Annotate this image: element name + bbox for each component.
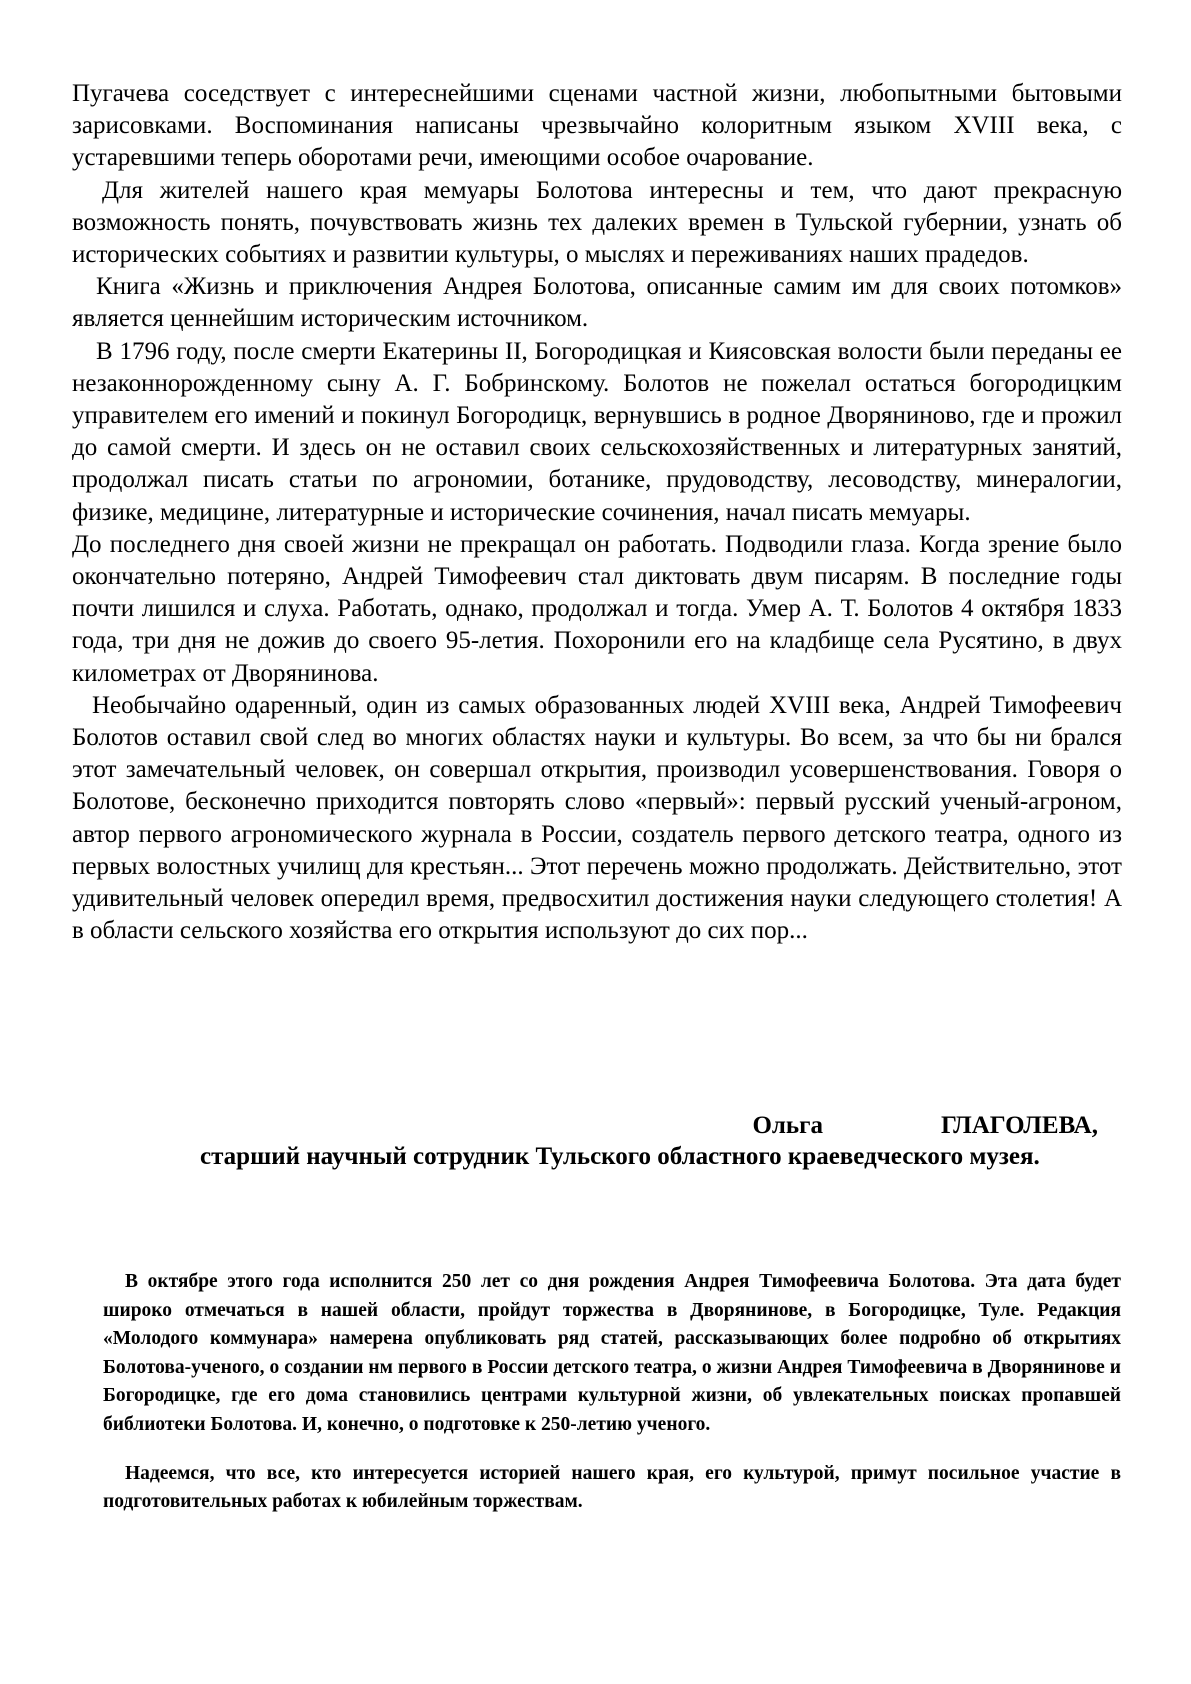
article-body — [72, 78, 1122, 947]
article-paragraph-4: В 1796 году, после смерти Екатерины II, Богородицкая и Киясовская волости были переданы ее незаконнорожденному сыну А. Г. Бобринскому. Болотов не пожелал остаться богородицким управителем его имений и покинул Богородицк, вернувшись в родное Дворяниново, где и прожил до самой смерти. И здесь он не оставил своих сельскохозяйственных и литературных занятий, продолжал писать статьи по агрономии, ботанике, прудоводству, лесоводству, минералогии, физике, медицине, литературные и исторические сочинения, начал писать мемуары. — [72, 337, 1122, 526]
article-paragraph-3: Книга «Жизнь и приключения Андрея Болотова, описанные самим им для своих потомков» является ценнейшим историческим источником. — [72, 273, 1122, 333]
author-last-name: ГЛАГОЛЕВА, — [940, 1112, 1098, 1139]
article-paragraph-6: Необычайно одаренный, один из самых образованных людей XVIII века, Андрей Тимофеевич Болотов оставил свой след во многих областях науки и культуры. Во всем, за что бы ни брался этот замечательный человек, он совершал открытия, производил усовершенствования. Говоря о Болотове, бесконечно приходится повторять слово «первый»: первый русский ученый-агроном, автор первого агрономического журнала в России, создатель первого детского театра, одного из первых волостных училищ для крестьян... Этот перечень можно продолжать. Действительно, этот удивительный человек опередил время, предвосхитил достижения науки следующего столетия! А в области сельского хозяйства его открытия используют до сих пор... — [72, 691, 1122, 945]
article-paragraph-5: До последнего дня своей жизни не прекращал он работать. Подводили глаза. Когда зрение было окончательно потеряно, Андрей Тимофеевич стал диктовать двум писарям. В последние годы почти лишился и слуха. Работать, однако, продолжал и тогда. Умер А. Т. Болотов 4 октября 1833 года, три дня не дожив до своего 95-летия. Похоронили его на кладбище села Русятино, в двух километрах от Дворянинова. — [72, 530, 1122, 687]
author-first-name: Ольга — [752, 1112, 823, 1139]
editorial-notice — [103, 1268, 1121, 1517]
article-text — [72, 78, 1122, 947]
author-name — [200, 1110, 1098, 1141]
article-paragraph-1: Пугачева соседствует с интереснейшими сценами частной жизни, любопытными бытовыми зарисовками. Воспоминания написаны чрезвычайно колоритным языком XVIII века, с устаревшими теперь оборотами речи, имеющими особое очарование. — [72, 80, 1122, 172]
author-role: старший научный сотрудник Тульского областного краеведческого музея. — [200, 1143, 1040, 1170]
notice-paragraph-2: Надеемся, что все, кто интересуется историей нашего края, его культурой, примут посильное участие в подготовительных работах к юбилейным торжествам. — [103, 1462, 1121, 1513]
notice-paragraph-1: В октябре этого года исполнится 250 лет со дня рождения Андрея Тимофеевича Болотова. Эта дата будет широко отмечаться в нашей области, пройдут торжества в Дворянинове, в Богородицке, Туле. Редакция «Молодого коммунара» намерена опубликовать ряд статей, рассказывающих более подробно об открытиях Болотова-ученого, о создании нм первого в России детского театра, о жизни Андрея Тимофеевича в Дворянинове и Богородицке, где его дома становились центрами культурной жизни, об увлекательных поисках пропавшей библиотеки Болотова. И, конечно, о подготовке к 250-летию ученого. — [103, 1271, 1121, 1435]
author-signature — [200, 1110, 1098, 1172]
article-paragraph-2: Для жителей нашего края мемуары Болотова интересны и тем, что дают прекрасную возможность понять, почувствовать жизнь тех далеких времен в Тульской губернии, узнать об исторических событиях и развитии культуры, о мыслях и переживаниях наших прадедов. — [72, 176, 1122, 269]
